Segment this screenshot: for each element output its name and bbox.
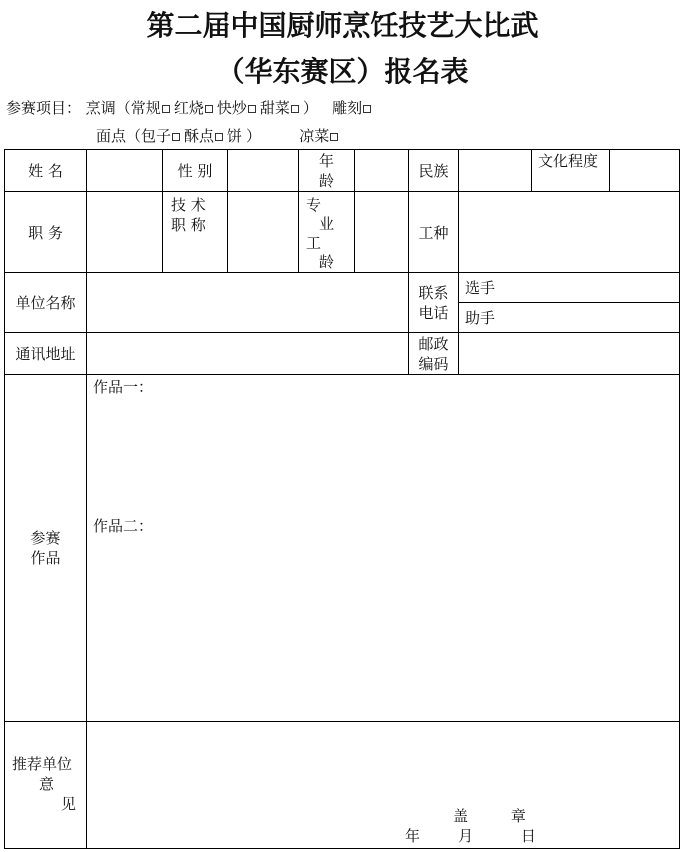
phone-label: [409, 273, 459, 333]
seal-label: 盖 章: [453, 807, 526, 825]
position-label: 职 务: [5, 192, 87, 273]
category-checkbox[interactable]: [363, 105, 371, 113]
category-checkbox[interactable]: [291, 105, 299, 113]
age-label-line2: 龄: [318, 171, 334, 190]
gender-label: 性 别: [163, 150, 228, 192]
address-field[interactable]: [87, 333, 409, 375]
age-label: [299, 150, 355, 192]
category-option-text: 饼: [227, 127, 243, 145]
work-years-field[interactable]: [355, 192, 409, 273]
category-checkbox[interactable]: [248, 105, 256, 113]
unit-field[interactable]: [87, 273, 409, 333]
trade-field[interactable]: [459, 192, 680, 273]
form-title-line2: （华东赛区）报名表: [216, 55, 469, 88]
category-option-text: ） 雕刻: [302, 99, 363, 117]
work2-label: 作品二：: [93, 517, 154, 535]
education-field[interactable]: [610, 150, 680, 192]
gender-field[interactable]: [228, 150, 299, 192]
works-label-line2: 作品: [30, 549, 61, 567]
category-option-text: 快炒: [216, 99, 247, 117]
age-field[interactable]: [355, 150, 409, 192]
registration-table: [4, 149, 680, 849]
trade-label: 工种: [409, 192, 459, 273]
position-field[interactable]: [87, 192, 163, 273]
age-label-line1: 年: [318, 151, 334, 170]
phone-label-line2: 电话: [418, 303, 449, 322]
assistant-label: 助手: [465, 309, 496, 327]
category-option-text: 面点（包子: [96, 127, 172, 145]
recommend-label: 推荐单位 意 见: [5, 722, 87, 849]
work1-label: 作品一：: [93, 378, 154, 396]
contestant-label: 选手: [465, 279, 496, 297]
unit-label: 单位名称: [5, 273, 87, 333]
works-label-line1: 参赛: [30, 529, 61, 547]
postcode-label-line1: 邮政: [418, 334, 449, 353]
category-label: 参赛项目：: [6, 99, 82, 117]
category-checkbox[interactable]: [330, 133, 338, 141]
postcode-field[interactable]: [459, 333, 680, 375]
postcode-label: [409, 333, 459, 375]
tech-title-label: 技 术 职 称: [163, 192, 228, 273]
ethnicity-field[interactable]: [459, 150, 532, 192]
category-option-text: 甜菜: [259, 99, 290, 117]
category-option-text: ） 凉菜: [246, 127, 330, 145]
name-field[interactable]: [87, 150, 163, 192]
recommend-field[interactable]: [87, 722, 680, 849]
works-label: [5, 375, 87, 722]
category-checkbox[interactable]: [172, 133, 180, 141]
category-line-1: [6, 97, 375, 118]
postcode-label-line2: 编码: [418, 354, 449, 373]
category-checkbox[interactable]: [205, 105, 213, 113]
tech-title-field[interactable]: [228, 192, 299, 273]
education-label: 文化程度: [532, 150, 610, 192]
date-label: 年 月 日: [405, 827, 536, 845]
category-checkbox[interactable]: [162, 105, 170, 113]
ethnicity-label: 民族: [409, 150, 459, 192]
contestant-phone-field[interactable]: [459, 273, 680, 303]
name-label: 姓 名: [5, 150, 87, 192]
category-option-text: 酥点: [184, 127, 215, 145]
category-option-text: 烹调（常规: [85, 99, 161, 117]
category-option-text: 红烧: [173, 99, 204, 117]
assistant-phone-field[interactable]: [459, 303, 680, 333]
work-years-label: 专 业 工 龄: [299, 192, 355, 273]
phone-label-line1: 联系: [418, 283, 449, 302]
category-checkbox[interactable]: [215, 133, 223, 141]
address-label: 通讯地址: [5, 333, 87, 375]
category-line-2: [96, 125, 342, 146]
works-field[interactable]: [87, 375, 680, 722]
form-title-line1: 第二届中国厨师烹饪技艺大比武: [146, 9, 539, 42]
